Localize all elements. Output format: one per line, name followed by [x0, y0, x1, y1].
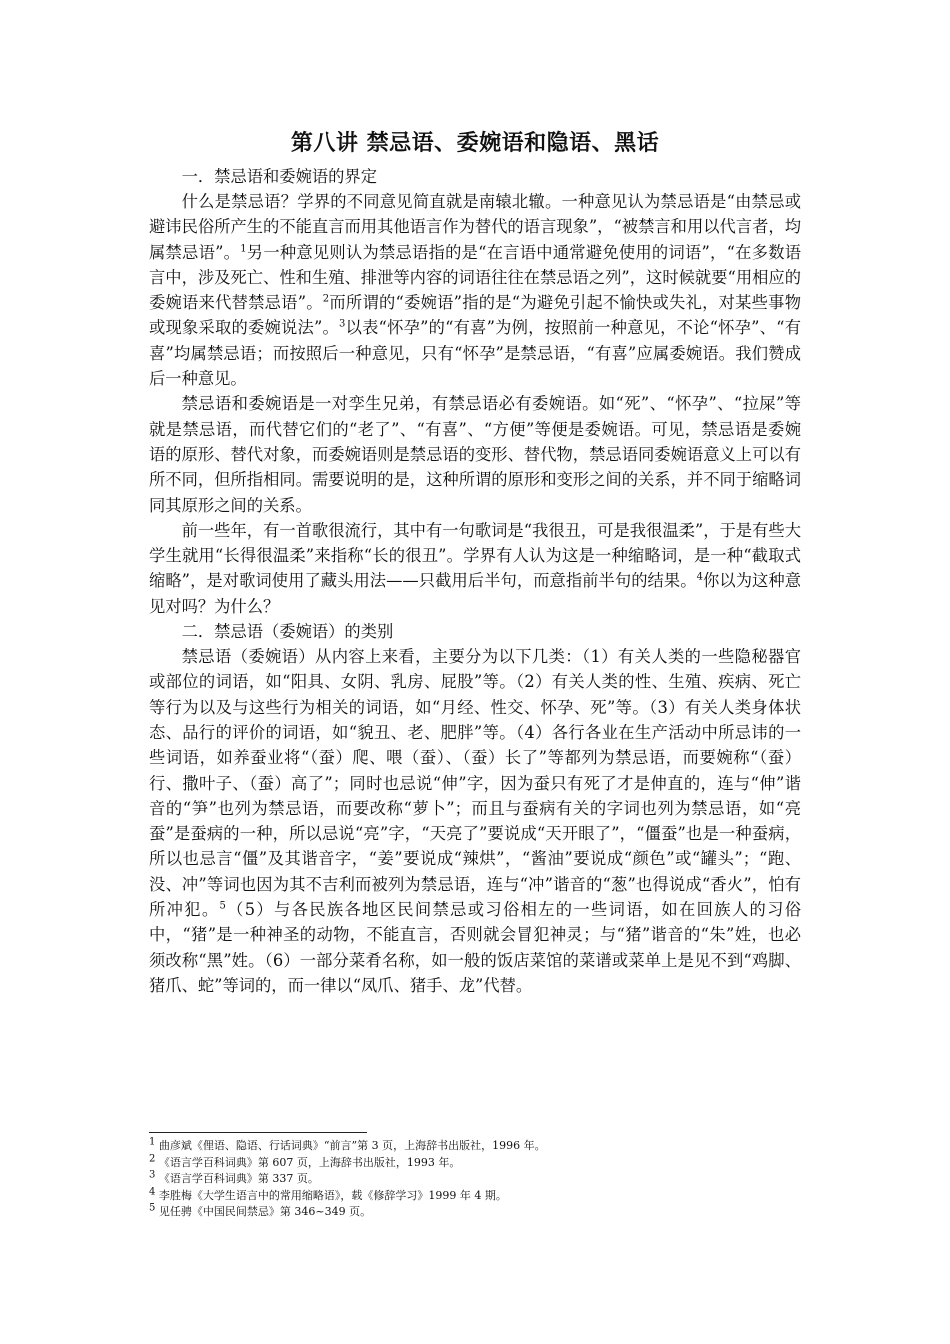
footnote-ref-4[interactable]: 4	[696, 572, 703, 584]
footnote-4	[149, 1188, 801, 1205]
footnote-ref-3[interactable]: 3	[338, 319, 346, 331]
page-title: 第八讲 禁忌语、委婉语和隐语、黑话	[290, 130, 660, 156]
footnote-number: 4	[149, 1186, 156, 1198]
footnote-5	[149, 1204, 801, 1221]
footnote-divider	[149, 1132, 367, 1133]
paragraph-definition	[149, 189, 801, 391]
footnote-text: 《语言学百科词典》第 607 页，上海辞书出版社，1993 年。	[158, 1155, 461, 1169]
footnote-text: 李胜梅《大学生语言中的常用缩略语》，载《修辞学习》1999 年 4 期。	[158, 1188, 507, 1202]
footnote-text: 见任骋《中国民间禁忌》第 346~349 页。	[158, 1205, 372, 1219]
paragraph-text: 前一些年，有一首歌很流行，其中有一句歌词是“我很丑，可是我很温柔”，于是有些大学生就用“长得很温柔”来指称“长的很丑”。学界有人认为这是一种缩略词，是一种“截取式缩略”，是对歌词使用了藏头用法——只截用后半句，而意指前半句的结果。	[149, 520, 801, 591]
document-body	[149, 126, 801, 998]
paragraph-twins: 禁忌语和委婉语是一对孪生兄弟，有禁忌语必有委婉语。如“死”、“怀孕”、“拉屎”等就是禁忌语，而代替它们的“老了”、“有喜”、“方便”等便是委婉语。可见，禁忌语是委婉语的原形、替代对象，而委婉语则是禁忌语的变形、替代物，禁忌语同委婉语意义上可以有所不同，但所指相同。需要说明的是，这种所谓的原形和变形之间的关系，并不同于缩略词同其原形之间的关系。	[149, 394, 801, 515]
footnote-1	[149, 1138, 801, 1155]
footnote-text: 《语言学百科词典》第 337 页。	[158, 1172, 319, 1186]
section-heading-1: 一．禁忌语和委婉语的界定	[181, 167, 377, 186]
paragraph-text: 禁忌语（委婉语）从内容上来看，主要分为以下几类：（1）有关人类的一些隐秘器官或部位的词语，如“阳具、女阴、乳房、屁股”等。（2）有关人类的性、生殖、疾病、死亡等行为以及与这些行为相关的词语，如“月经、性交、怀孕、死”等。（3）有关人类身体状态、品行的评价的词语，如“貌丑、老、肥胖”等。（4）各行各业在生产活动中所忌讳的一些词语，如养蚕业将“（蚕）爬、喂（蚕）、（蚕）长了”等都列为禁忌语，而要婉称“（蚕）行、撒叶子、（蚕）高了”；同时也忌说“伸”字，因为蚕只有死了才是伸直的，连与“伸”谐音的“笋”也列为禁忌语，而要改称“萝卜”；而且与蚕病有关的字词也列为禁忌语，如“亮蚕”是蚕病的一种，所以忌说“亮”字，“天亮了”要说成“天开眼了”，“僵蚕”也是一种蚕病，所以也忌言“僵”及其谐音字，“姜”要说成“辣烘”，“酱油”要说成“颜色”或“罐头”；“跑、没、冲”等词也因为其不吉利而被列为禁忌语，连与“冲”谐音的“葱”也得说成“香火”，怕有所冲犯。	[149, 647, 801, 920]
footnote-number: 3	[149, 1169, 156, 1181]
section-heading-2: 二．禁忌语（委婉语）的类别	[181, 622, 394, 642]
footnote-ref-1[interactable]: 1	[240, 243, 247, 255]
footnote-number: 5	[149, 1202, 156, 1214]
paragraph-text: 另一种意见则认为禁忌语指的是“在言语中通常避免使用的词语”，“在多数语言中，涉及死亡、性和生殖、排泄等内容的词语往往在禁忌语之列”，这时候就要“用相应的委婉语来代替禁忌语”。	[149, 242, 801, 313]
footnote-text: 曲彦斌《俚语、隐语、行话词典》“前言”第 3 页，上海辞书出版社，1996 年。	[158, 1139, 546, 1152]
paragraph-categories	[149, 644, 801, 998]
paragraph-song-example	[149, 518, 801, 619]
footnote-3	[149, 1171, 801, 1188]
paragraph-text: 而所谓的“委婉语”指的是“为避免引起不愉快或失礼，对某些事物或现象采取的委婉说法”。	[149, 293, 801, 338]
paragraph-text: 什么是禁忌语？学界的不同意见简直就是南辕北辙。一种意见认为禁忌语是“由禁忌或避讳民俗所产生的不能直言而用其他语言作为替代的语言现象”，“被禁言和用以代言者，均属禁忌语”。	[149, 192, 801, 262]
footnote-number: 1	[149, 1136, 156, 1148]
footnote-2	[149, 1152, 801, 1172]
footnote-number: 2	[149, 1152, 156, 1164]
paragraph-text: 你以为这种意见对吗？为什么？	[149, 571, 801, 616]
paragraph-text: 以表“怀孕”的“有喜”为例，按照前一种意见，不论“怀孕”、“有喜”均属禁忌语；而按照后一种意见，只有“怀孕”是禁忌语，“有喜”应属委婉语。我们赞成后一种意见。	[149, 318, 801, 389]
paragraph-text: （5）与各民族各地区民间禁忌或习俗相左的一些词语，如在回族人的习俗中，“猪”是一种神圣的动物，不能直言，否则就会冒犯神灵；与“猪”谐音的“朱”姓，也必须改称“黑”姓。（6）一部分菜肴名称，如一般的饭店菜馆的菜谱或菜单上是见不到“鸡脚、猪爪、蛇”等词的，而一律以“凤爪、猪手、龙”代替。	[149, 900, 801, 995]
footnote-ref-5[interactable]: 5	[219, 900, 226, 912]
footnotes-area	[149, 1132, 801, 1221]
footnote-ref-2[interactable]: 2	[322, 293, 330, 305]
